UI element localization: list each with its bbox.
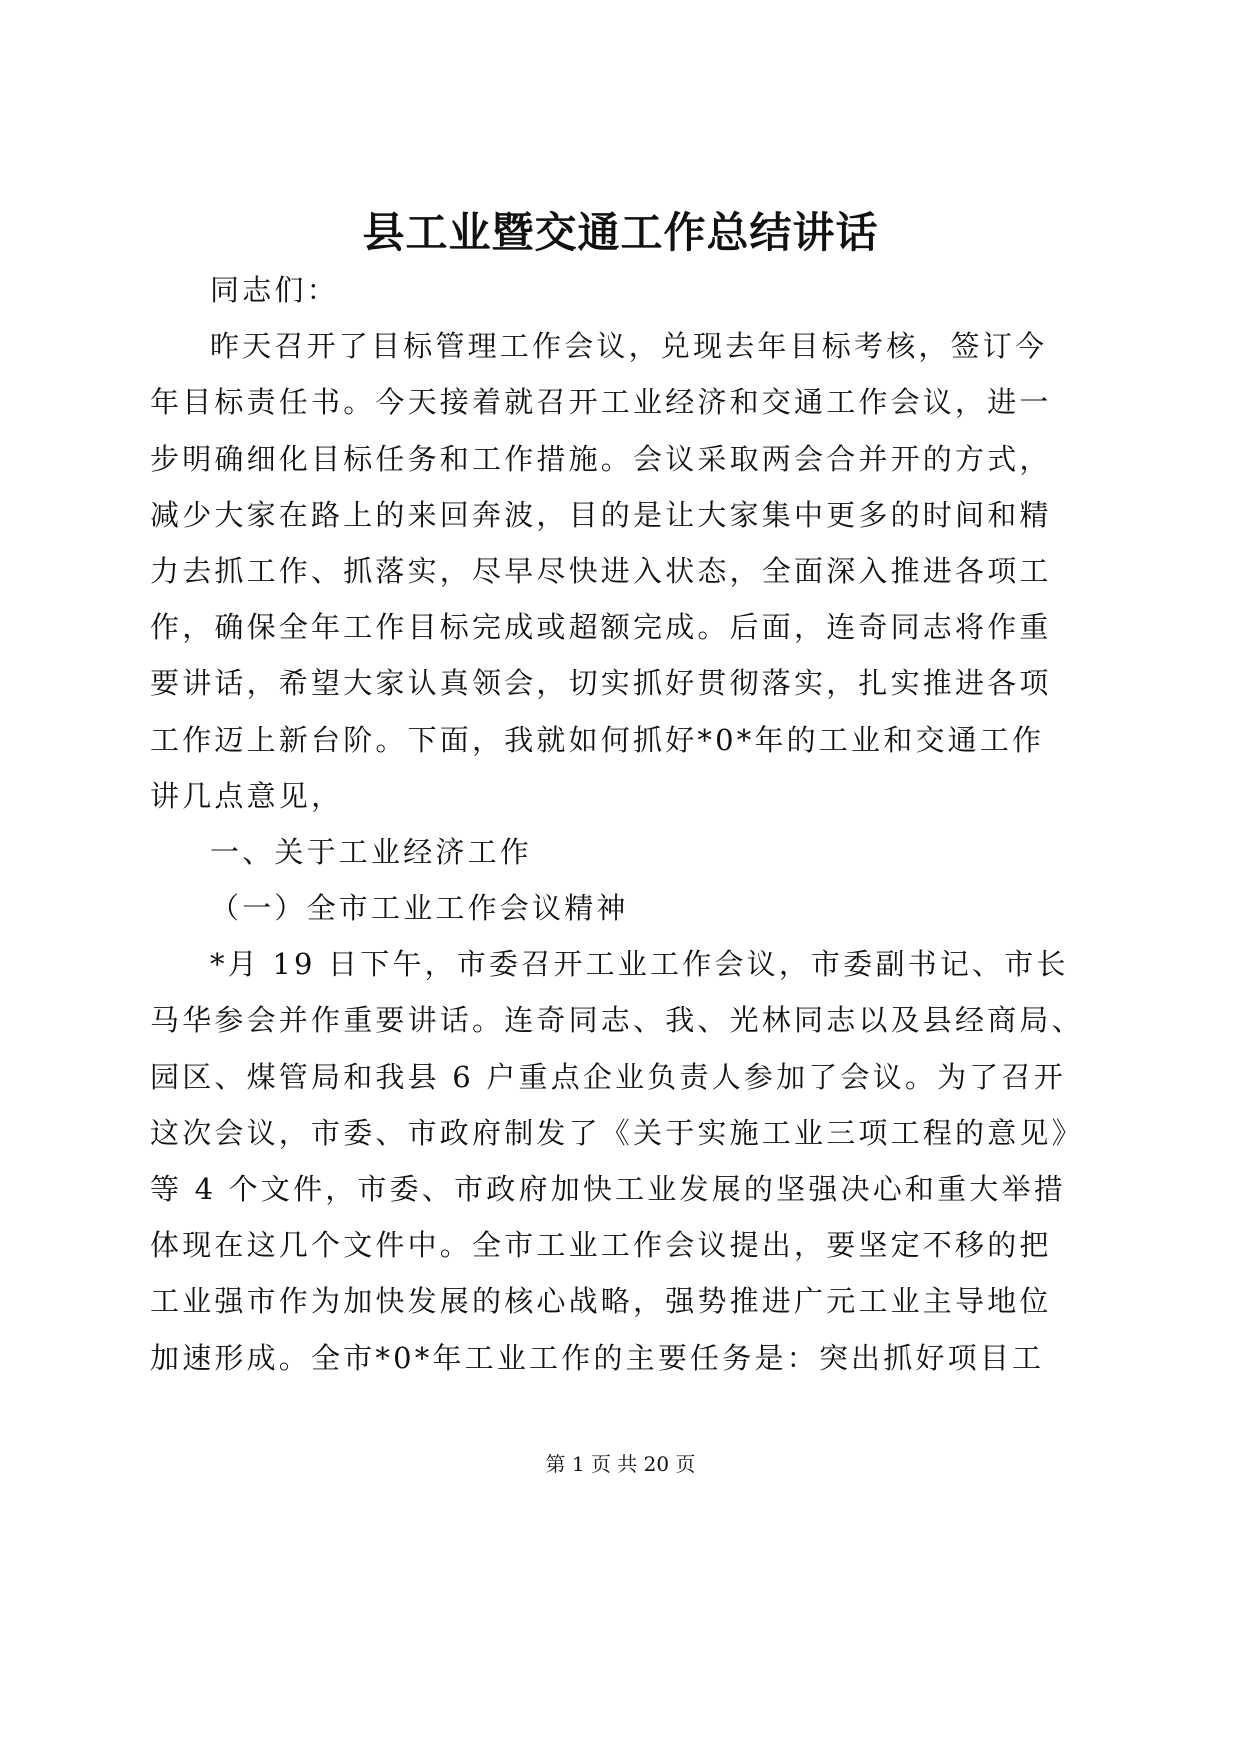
text-line: 讲几点意见， <box>150 778 344 813</box>
text-line: （一）全市工业工作会议精神 <box>210 891 629 926</box>
text-line: 园区、煤管局和我县 6 户重点企业负责人参加了会议。为了召开 <box>150 1059 1066 1094</box>
text-line: 工业强市作为加快发展的核心战略，强势推进广元工业主导地位 <box>150 1284 1052 1319</box>
text-line: 一、关于工业经济工作 <box>210 834 533 869</box>
page-footer: 第 1 页 共 20 页 <box>545 1452 696 1476</box>
text-line: 等 4 个文件，市委、市政府加快工业发展的坚强决心和重大举措 <box>150 1172 1066 1206</box>
document-body <box>150 262 1084 1386</box>
text-line: 减少大家在路上的来回奔波，目的是让大家集中更多的时间和精 <box>150 497 1052 532</box>
text-line: 力去抓工作、抓落实，尽早尽快进入状态，全面深入推进各项工 <box>150 553 1052 588</box>
text-line: 昨天召开了目标管理工作会议，兑现去年目标考核，签订今 <box>210 329 1048 364</box>
text-line: 要讲话，希望大家认真领会，切实抓好贯彻落实，扎实推进各项 <box>150 666 1052 701</box>
text-line: 马华参会并作重要讲话。连奇同志、我、光林同志以及县经商局、 <box>150 1003 1084 1038</box>
text-line: 体现在这几个文件中。全市工业工作会议提出，要坚定不移的把 <box>150 1228 1052 1263</box>
text-line: 步明确细化目标任务和工作措施。会议采取两会合并开的方式， <box>150 441 1052 476</box>
text-line: 这次会议，市委、市政府制发了《关于实施工业三项工程的意见》 <box>150 1115 1084 1150</box>
text-line: *月 19 日下午，市委召开工业工作会议，市委副书记、市长 <box>210 947 1069 982</box>
text-line: 作，确保全年工作目标完成或超额完成。后面，连奇同志将作重 <box>150 610 1052 645</box>
text-line: 加速形成。全市*0*年工业工作的主要任务是：突出抓好项目工 <box>150 1340 1045 1375</box>
text-line: 年目标责任书。今天接着就召开工业经济和交通工作会议，进一 <box>150 385 1052 420</box>
document-title: 县工业暨交通工作总结讲话 <box>362 208 879 257</box>
text-line: 同志们： <box>210 273 339 307</box>
text-line: 工作迈上新台阶。下面，我就如何抓好*0*年的工业和交通工作 <box>150 722 1045 757</box>
